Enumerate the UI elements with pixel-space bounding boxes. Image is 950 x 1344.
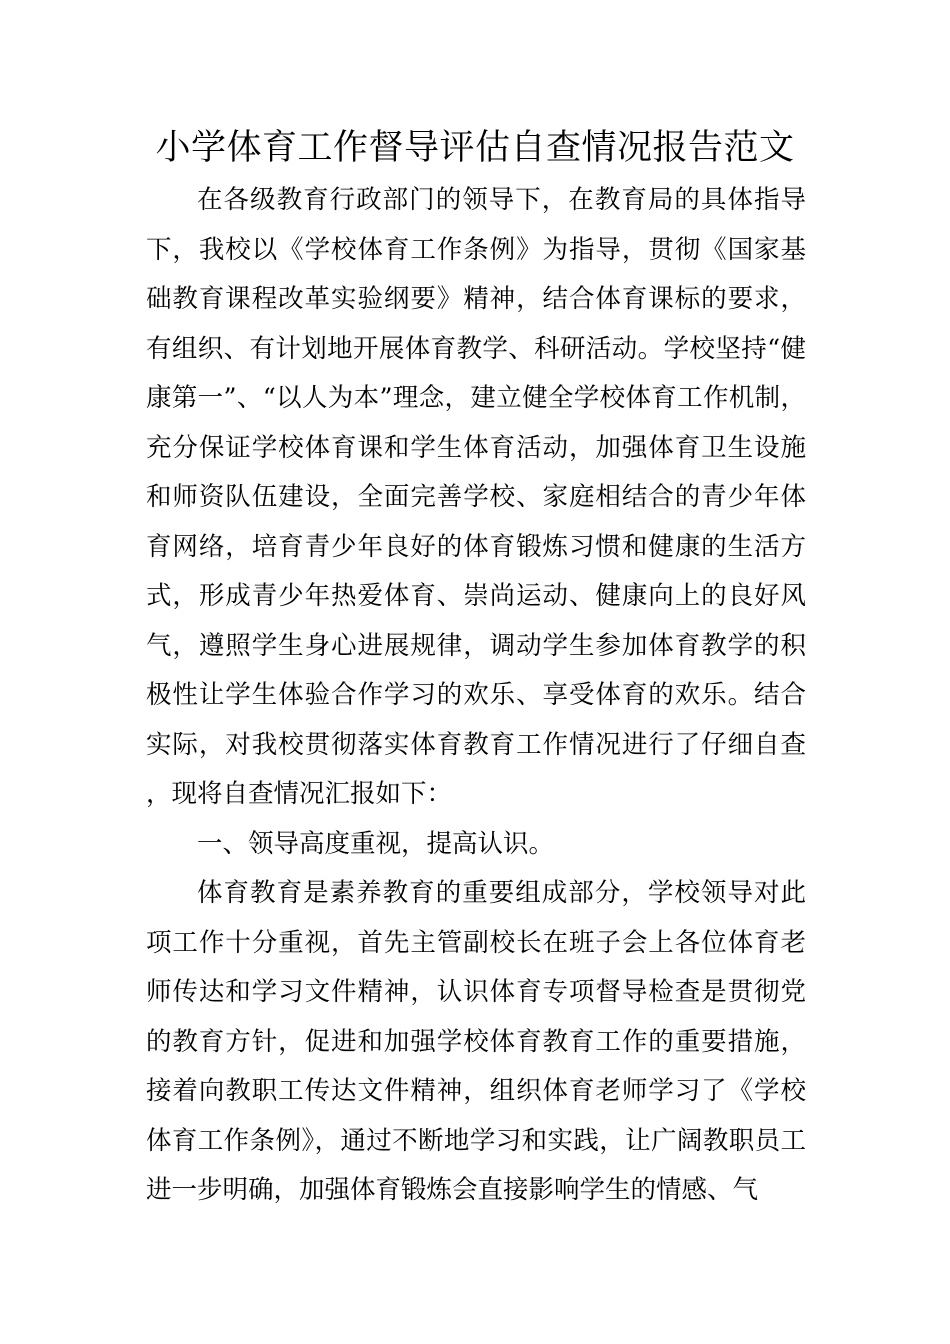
document-title: 小学体育工作督导评估自查情况报告范文 <box>155 128 795 168</box>
document-body <box>146 176 806 1216</box>
paragraph-section-1: 体育教育是素养教育的重要组成部分，学校领导对此项工作十分重视，首先主管副校长在班子会上各位体育老师传达和学习文件精神，认识体育专项督导检查是贯彻党的教育方针，促进和加强学校体育教育工作的重要措施，接着向教职工传达文件精神，组织体育老师学习了《学校体育工作条例》，通过不断地学习和实践，让广阔教职员工进一步明确，加强体育锻炼会直接影响学生的情感、气 <box>146 878 806 1205</box>
paragraph-intro: 在各级教育行政部门的领导下，在教育局的具体指导下，我校以《学校体育工作条例》为指导，贯彻《国家基础教育课程改革实验纲要》精神，结合体育课标的要求，有组织、有计划地开展体育教学、科研活动。学校坚持“健康第一”、“以人为本”理念，建立健全学校体育工作机制，充分保证学校体育课和学生体育活动，加强体育卫生设施和师资队伍建设，全面完善学校、家庭相结合的青少年体育网络，培育青少年良好的体育锻炼习惯和健康的生活方式，形成青少年热爱体育、崇尚运动、健康向上的良好风气，遵照学生身心进展规律，调动学生参加体育教学的积极性让学生体验合作学习的欢乐、享受体育的欢乐。结合实际，对我校贯彻落实体育教育工作情况进行了仔细自查，现将自查情况汇报如下： <box>146 185 806 809</box>
section-heading-1: 一、领导高度重视，提高认识。 <box>197 828 555 859</box>
